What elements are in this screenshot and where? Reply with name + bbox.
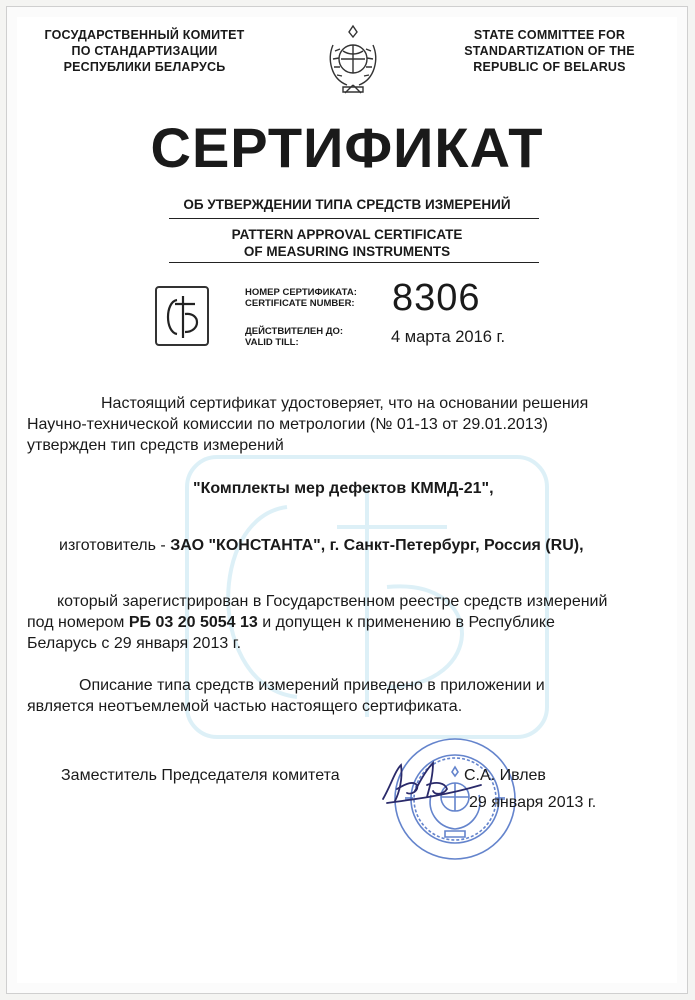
registration-line-2-post: и допущен к применению в Республике [257,614,555,631]
manufacturer-prefix: изготовитель - [59,537,171,554]
registry-number: РБ 03 20 5054 13 [128,614,258,631]
signature-date: 29 января 2013 г. [469,794,597,811]
gosstandart-logo-icon [155,286,209,346]
divider-line [169,262,539,263]
manufacturer-line [59,535,584,556]
issuer-en-line-2: STANDARTIZATION OF THE [464,44,635,58]
manufacturer-name: ЗАО "КОНСТАНТА", г. Санкт-Петербург, Россия (RU), [170,537,584,554]
registration-line-1: который зарегистрирован в Государственном реестре средств измерений [57,593,608,610]
approval-line-1: Настоящий сертификат удостоверяет, что на основании решения [101,395,589,412]
subtitle-en [7,226,687,260]
registration-line-2 [27,612,647,633]
subtitle-ru: ОБ УТВЕРЖДЕНИИ ТИПА СРЕДСТВ ИЗМЕРЕНИЙ [183,197,511,212]
certificate-page [6,6,688,994]
subtitle-en-line-1: PATTERN APPROVAL CERTIFICATE [231,227,463,242]
document-title: СЕРТИФИКАТ [150,116,544,179]
certificate-number: 8306 [392,277,481,319]
issuer-ru-line-1: ГОСУДАРСТВЕННЫЙ КОМИТЕТ [44,28,245,42]
valid-till-date: 4 марта 2016 г. [391,328,506,346]
signatory-name: С.А. Ивлев [464,767,546,784]
description-paragraph [27,675,647,717]
subtitle-en-line-2: OF MEASURING INSTRUMENTS [243,244,451,259]
issuer-ru-line-3: РЕСПУБЛИКИ БЕЛАРУСЬ [63,60,226,74]
state-emblem-icon [321,23,385,95]
divider-line [169,218,539,219]
instrument-name: "Комплекты мер дефектов КММД-21", [193,480,494,497]
description-line-2: является неотъемлемой частью настоящего сертификата. [27,698,463,715]
registration-paragraph [27,591,647,654]
issuer-en-line-3: REPUBLIC OF BELARUS [473,60,626,74]
certificate-number-label-en: CERTIFICATE NUMBER: [245,298,355,309]
approval-line-3: утвержден тип средств измерений [27,437,284,454]
issuer-name-en [432,27,667,75]
certificate-number-label-ru: НОМЕР СЕРТИФИКАТА: [245,287,357,298]
approval-line-2: Научно-технической комиссии по метрологии (№ 01-13 от 29.01.2013) [27,416,548,433]
valid-till-label [245,326,343,348]
certificate-number-label [245,287,357,309]
valid-till-label-ru: ДЕЙСТВИТЕЛЕН ДО: [245,326,344,337]
issuer-ru-line-2: ПО СТАНДАРТИЗАЦИИ [71,44,218,58]
registration-line-3: Беларусь с 29 января 2013 г. [27,635,242,652]
approval-paragraph [27,393,637,456]
issuer-name-ru [27,27,262,75]
signatory-position: Заместитель Председателя комитета [61,767,340,784]
description-line-1: Описание типа средств измерений приведено в приложении и [79,677,545,694]
issuer-en-line-1: STATE COMMITTEE FOR [473,28,626,42]
registration-line-2-pre: под номером [27,614,129,631]
valid-till-label-en: VALID TILL: [245,337,299,348]
